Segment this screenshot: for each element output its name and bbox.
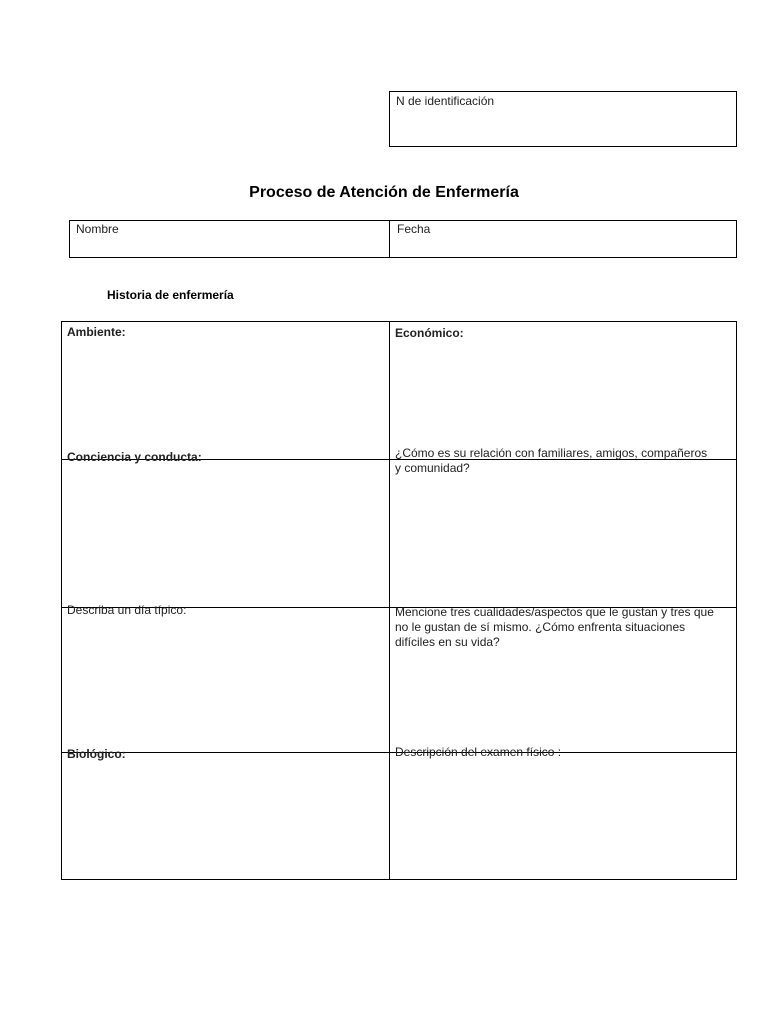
- relacion-question: ¿Cómo es su relación con familiares, amigos, compañeros y comunidad?: [395, 446, 708, 475]
- examen-fisico-prompt: Descripción del examen físico :: [395, 745, 562, 759]
- cualidades-question: Mencione tres cualidades/aspectos que le gustan y tres que no le gustan de sí mismo. ¿Cómo enfrenta situaciones difíciles en su vida?: [395, 605, 714, 649]
- section-heading: Historia de enfermería: [107, 288, 234, 302]
- economico-label: Económico:: [395, 326, 464, 340]
- dia-tipico-prompt: Describa un día típico:: [67, 603, 187, 617]
- name-label: Nombre: [76, 222, 119, 236]
- id-number-label: N de identificación: [396, 94, 495, 108]
- date-label: Fecha: [397, 222, 431, 236]
- ambiente-label: Ambiente:: [67, 325, 126, 339]
- page-title: Proceso de Atención de Enfermería: [249, 184, 519, 201]
- id-number-box[interactable]: [389, 91, 737, 147]
- name-field[interactable]: [69, 220, 390, 258]
- date-field[interactable]: [389, 220, 737, 258]
- history-grid: [61, 321, 737, 880]
- grid-vertical-divider: [389, 321, 390, 880]
- biologico-label: Biológico:: [67, 747, 126, 761]
- conciencia-label: Conciencia y conducta:: [67, 450, 202, 464]
